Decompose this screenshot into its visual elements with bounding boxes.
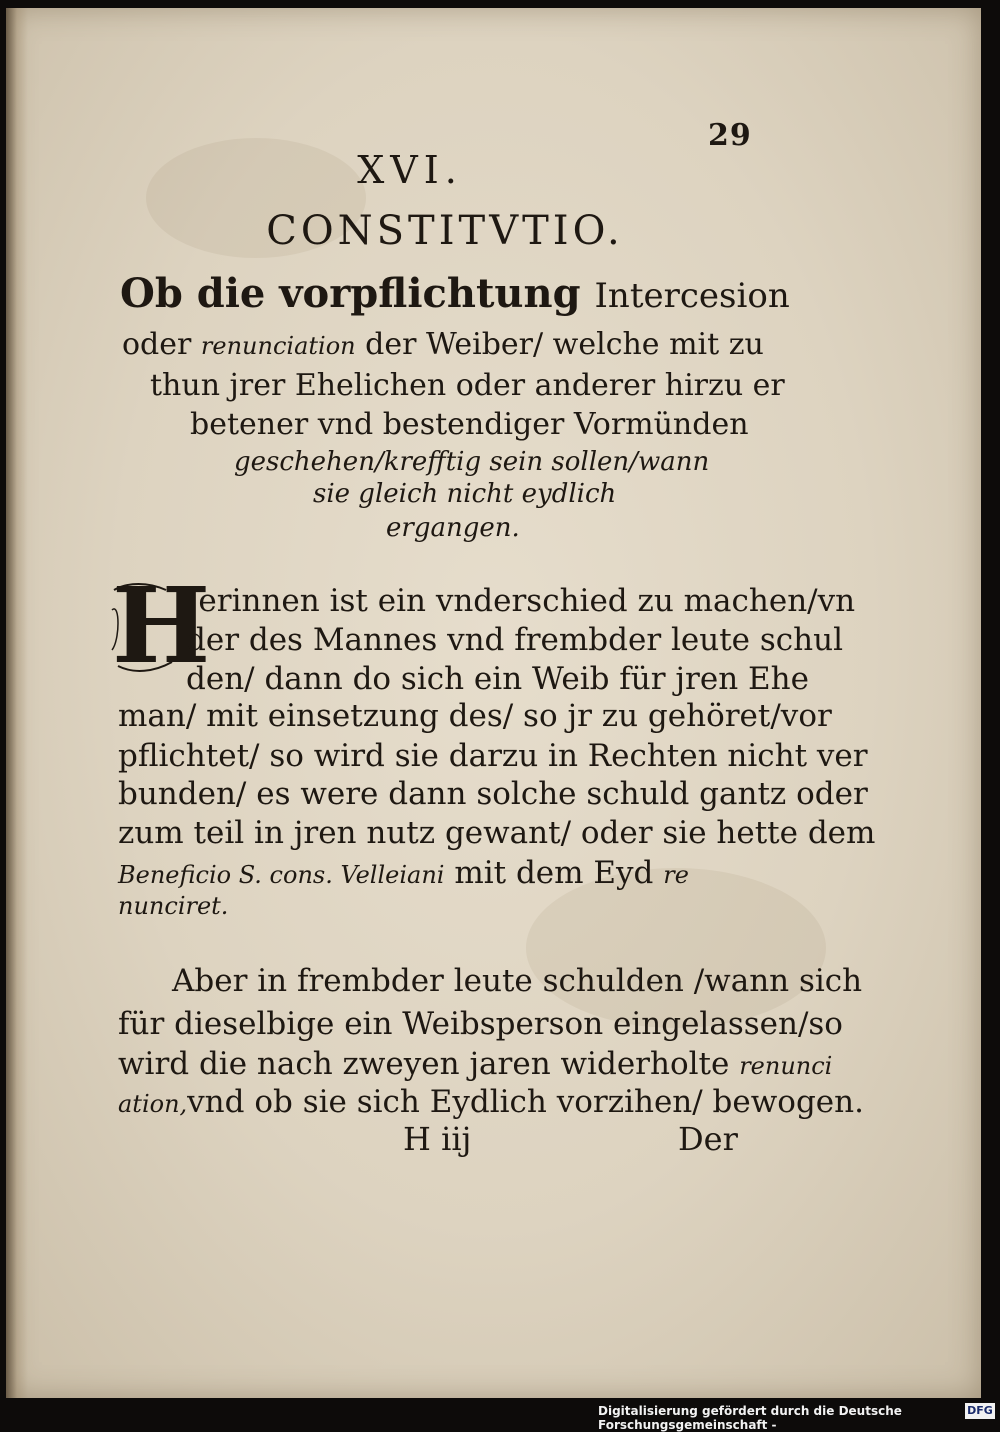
heading-line [120,270,790,317]
heading-latin-text: renunciation [200,332,356,360]
paragraph-line: Aber in frembder leute schulden /wann sich [172,963,863,999]
paragraph-line [118,1084,864,1120]
signature-mark: H iij [403,1120,472,1158]
latin-text: ation, [118,1090,188,1118]
section-title: CONSTITVTIO. [266,208,624,254]
paragraph-line: für dieselbige ein Weibsperson eingelassen/so [118,1006,843,1042]
paragraph-line: zum teil in jren nutz gewant/ oder sie hette dem [118,815,876,851]
dfg-logo: DFG [965,1403,995,1419]
paragraph-line [118,1046,832,1082]
heading-line: geschehen/krefftig sein sollen/wann [234,447,710,477]
paragraph-line: den/ dann do sich ein Weib für jren Ehe [186,661,809,697]
latin-text: re [663,861,689,889]
paper-stain [526,868,826,1028]
paragraph-text: wird die nach zweyen jaren widerholte [118,1046,740,1082]
catchword: Der [678,1120,738,1158]
decorated-initial: H [112,564,211,687]
digitization-credit: Digitalisierung gefördert durch die Deutsche Forschungsgemeinschaft - [598,1404,902,1432]
paragraph-line: nunciret. [118,892,229,920]
paragraph-text: mit dem Eyd [444,855,664,891]
paragraph-line: pflichtet/ so wird sie darzu in Rechten nicht ver [118,738,868,774]
heading-text: Ob die vorpflichtung [120,270,595,317]
latin-text: renunci [739,1052,833,1080]
paragraph-line: bunden/ es were dann solche schuld gantz oder [118,776,868,812]
heading-line: sie gleich nicht eydlich [313,479,617,509]
section-numeral: XVI. [357,148,463,192]
heading-line: ergangen. [386,513,520,543]
paragraph-line [118,855,689,891]
heading-latin-text: Intercesion [594,276,790,316]
heading-line: betener vnd bestendiger Vormünden [190,407,749,442]
heading-line [122,327,764,362]
paragraph-line: der des Mannes vnd frembder leute schul [186,622,843,658]
latin-text: Beneficio S. cons. Velleiani [118,861,445,889]
heading-line: thun jrer Ehelichen oder anderer hirzu er [150,368,785,403]
paragraph-line: man/ mit einsetzung des/ so jr zu gehöret/vor [118,698,832,734]
paragraph-text: vnd ob sie sich Eydlich vorzihen/ bewogen. [187,1084,864,1120]
page-number: 29 [708,118,752,153]
paragraph-line: Jerinnen ist ein vnderschied zu machen/vn [186,583,856,619]
heading-text: der Weiber/ welche mit zu [355,327,764,362]
heading-text: oder [122,327,201,362]
